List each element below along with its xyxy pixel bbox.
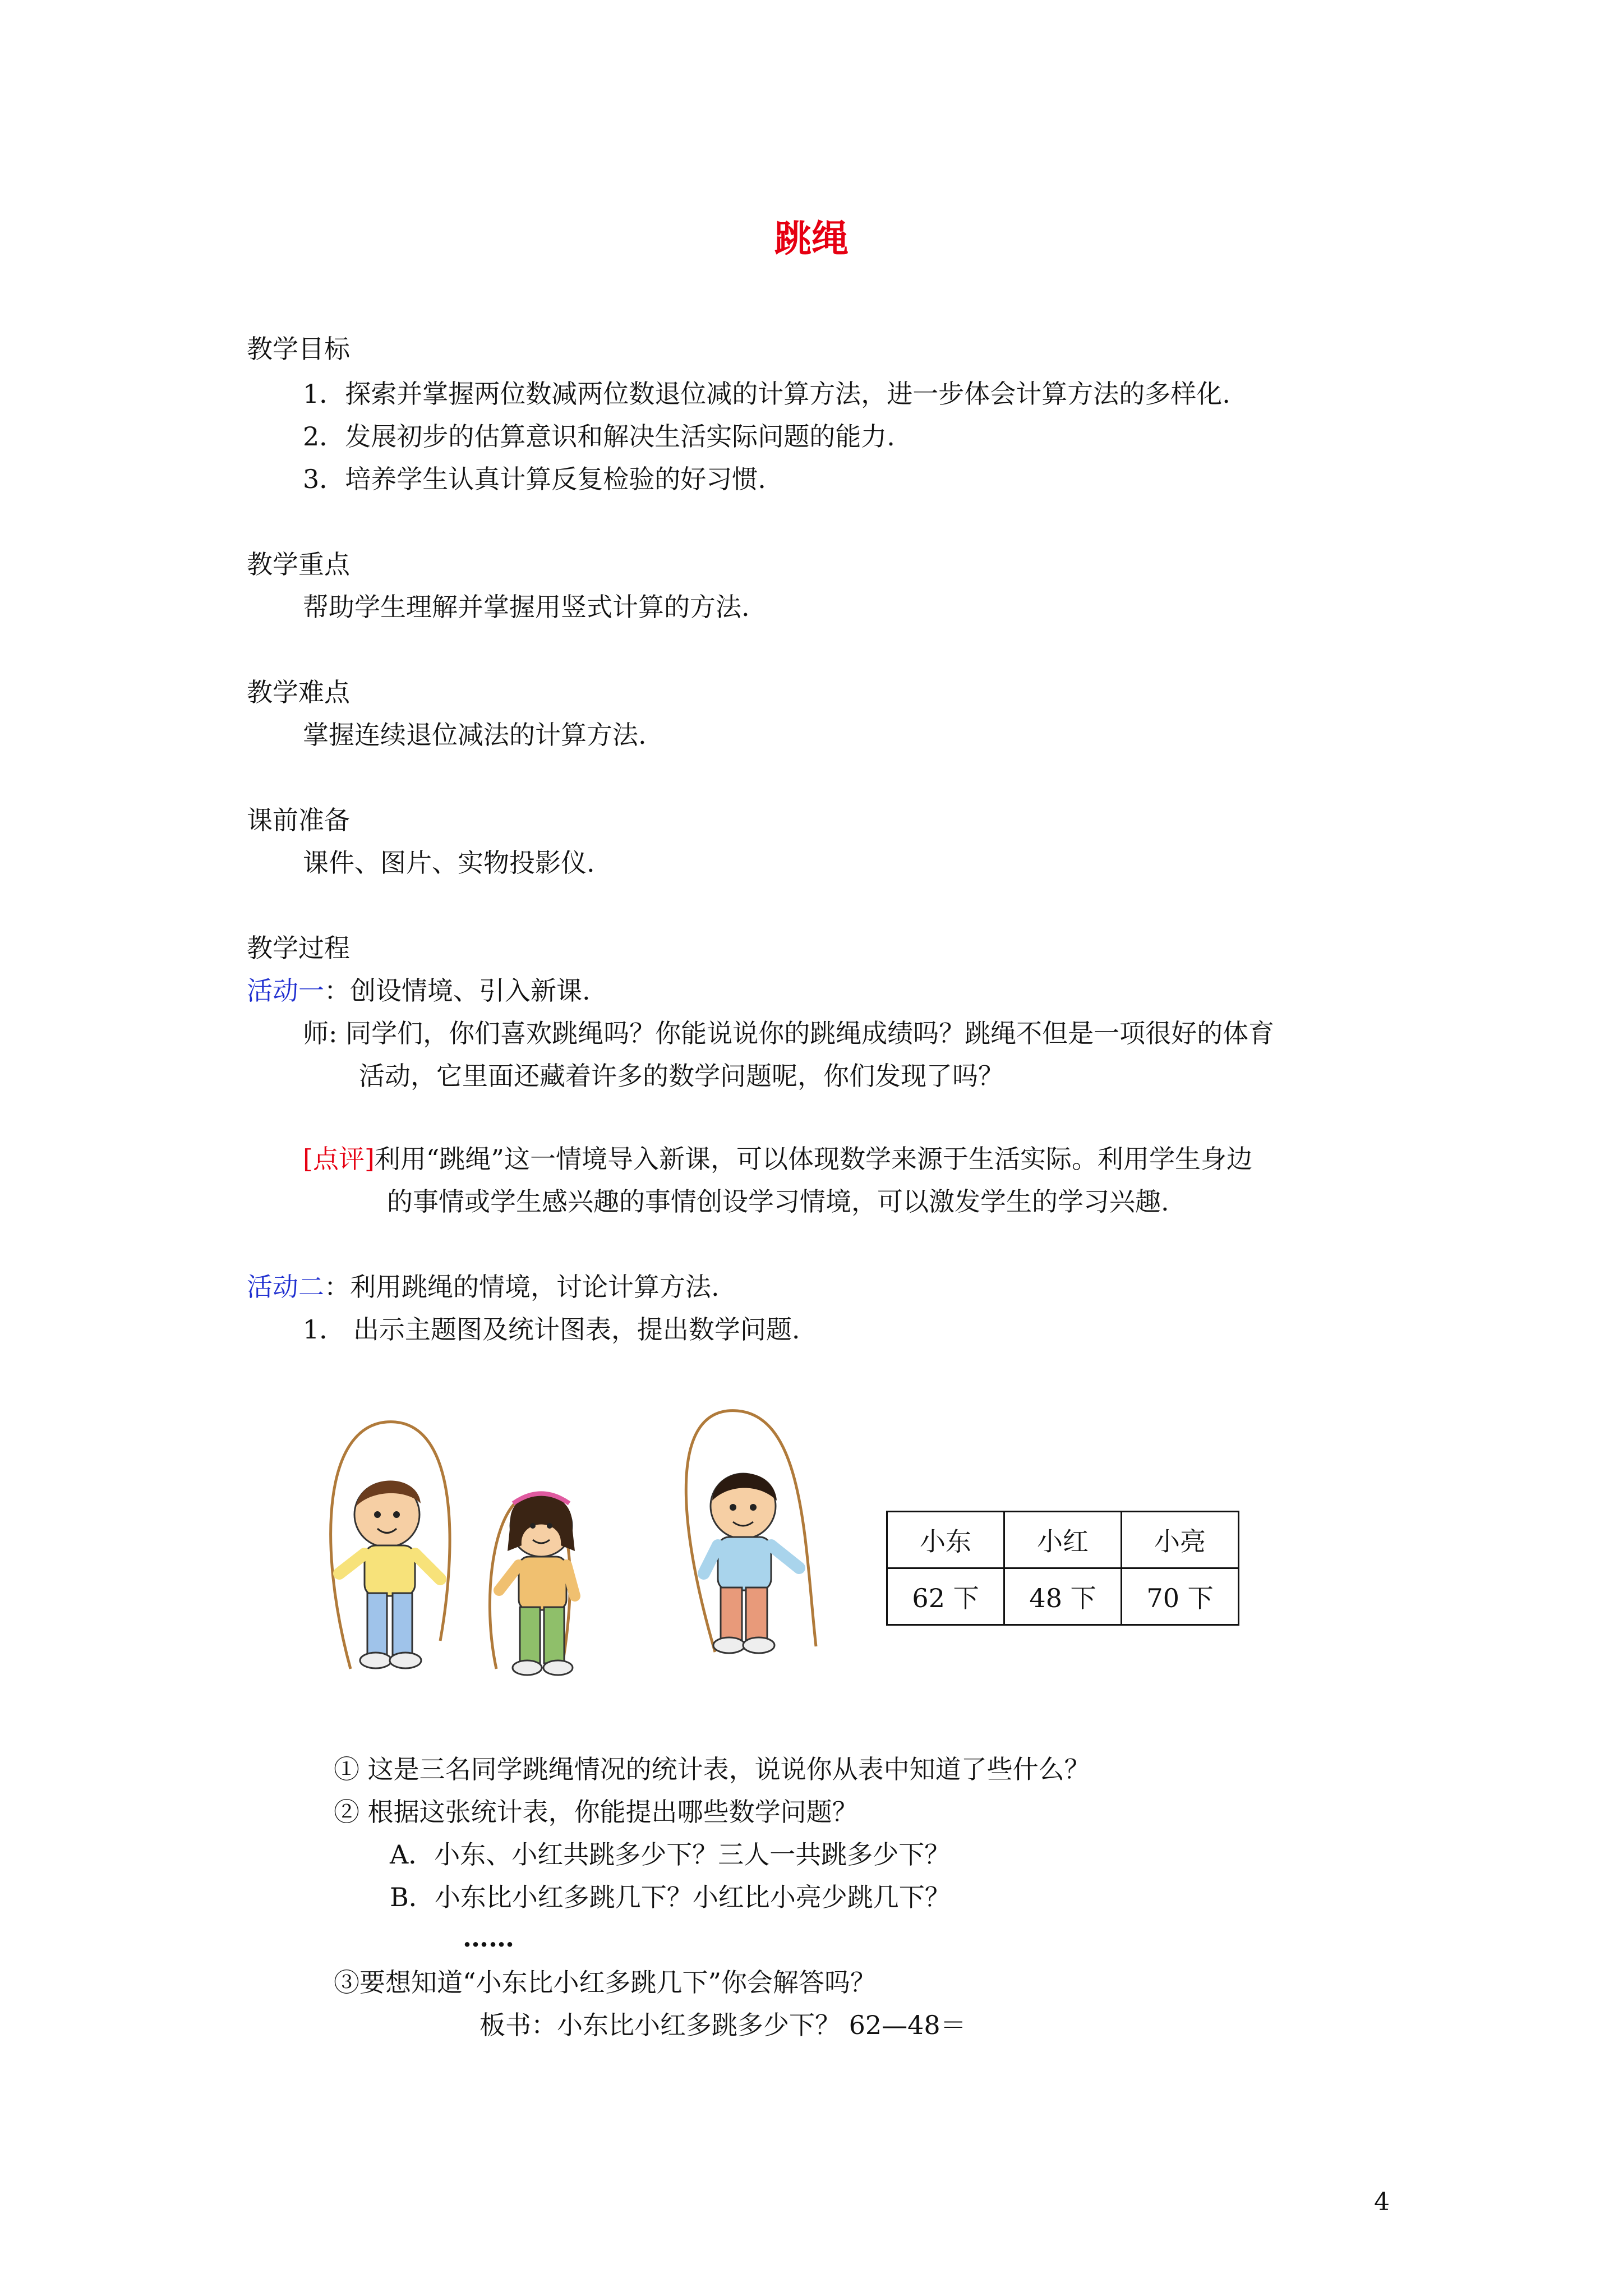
jump-rope-score-table [886,1511,1239,1626]
comment-line-1 [303,1142,1252,1176]
table-header-row [887,1512,1239,1568]
board-writing: 板书：小东比小红多跳多少下？ 62—48＝ [479,2010,966,2040]
table-header-cell: 小亮 [1122,1512,1239,1568]
preparation-heading: 课前准备 [247,805,350,835]
goal-item-3: 3．培养学生认真计算反复检验的好习惯. [303,464,766,494]
activity2-label: 活动二 [247,1272,324,1302]
difficulty-text: 掌握连续退位减法的计算方法. [303,720,647,750]
page-number: 4 [1374,2188,1390,2216]
question-2b: B．小东比小红多跳几下？小红比小亮少跳几下？ [390,1882,951,1912]
difficulty-heading: 教学难点 [247,677,350,707]
kid-xiaoliang [704,1473,799,1653]
activity1-label: 活动一 [247,976,324,1006]
table-cell: 48 下 [1004,1568,1122,1625]
process-heading: 教学过程 [247,933,350,963]
goal-item-2: 2．发展初步的估算意识和解决生活实际问题的能力. [303,421,895,452]
jump-rope-illustration [311,1405,827,1697]
comment-label: [点评] [303,1144,375,1174]
activity1-title: ：创设情境、引入新课. [324,976,591,1006]
page-title: 跳绳 [774,217,849,260]
preparation-text: 课件、图片、实物投影仪. [303,848,595,878]
activity1-line [247,974,591,1007]
question-3: ③要想知道“小东比小红多跳几下”你会解答吗？ [334,1967,877,1998]
table-cell: 62 下 [887,1568,1004,1625]
table-header-cell: 小东 [887,1512,1004,1568]
comment-text-1: 利用“跳绳”这一情境导入新课，可以体现数学来源于生活实际。利用学生身边 [374,1144,1252,1174]
question-2a: A．小东、小红共跳多少下？三人一共跳多少下？ [390,1839,951,1870]
teacher-line-1: 师: 同学们，你们喜欢跳绳吗？你能说说你的跳绳成绩吗？跳绳不但是一项很好的体育 [303,1018,1275,1048]
key-point-text: 帮助学生理解并掌握用竖式计算的方法. [303,592,750,622]
table-row [887,1568,1239,1625]
table-cell: 70 下 [1122,1568,1239,1625]
comment-line-2: 的事情或学生感兴趣的事情创设学习情境，可以激发学生的学习兴趣. [387,1186,1169,1217]
question-2: ② 根据这张统计表，你能提出哪些数学问题？ [334,1797,858,1827]
activity2-step1: 1． 出示主题图及统计图表，提出数学问题. [303,1314,800,1345]
ellipsis: …… [463,1922,514,1953]
goals-heading: 教学目标 [247,334,350,364]
kid-xiaohong [499,1494,575,1676]
kid-xiaodong [339,1480,440,1668]
key-point-heading: 教学重点 [247,549,350,579]
goal-item-1: 1．探索并掌握两位数减两位数退位减的计算方法，进一步体会计算方法的多样化. [303,379,1230,409]
teacher-line-2: 活动，它里面还藏着许多的数学问题呢，你们发现了吗？ [359,1061,1004,1091]
activity2-title: ：利用跳绳的情境，讨论计算方法. [324,1272,720,1302]
question-1: ① 这是三名同学跳绳情况的统计表，说说你从表中知道了些什么？ [334,1754,1090,1784]
table-header-cell: 小红 [1004,1512,1122,1568]
activity2-line [247,1270,720,1304]
